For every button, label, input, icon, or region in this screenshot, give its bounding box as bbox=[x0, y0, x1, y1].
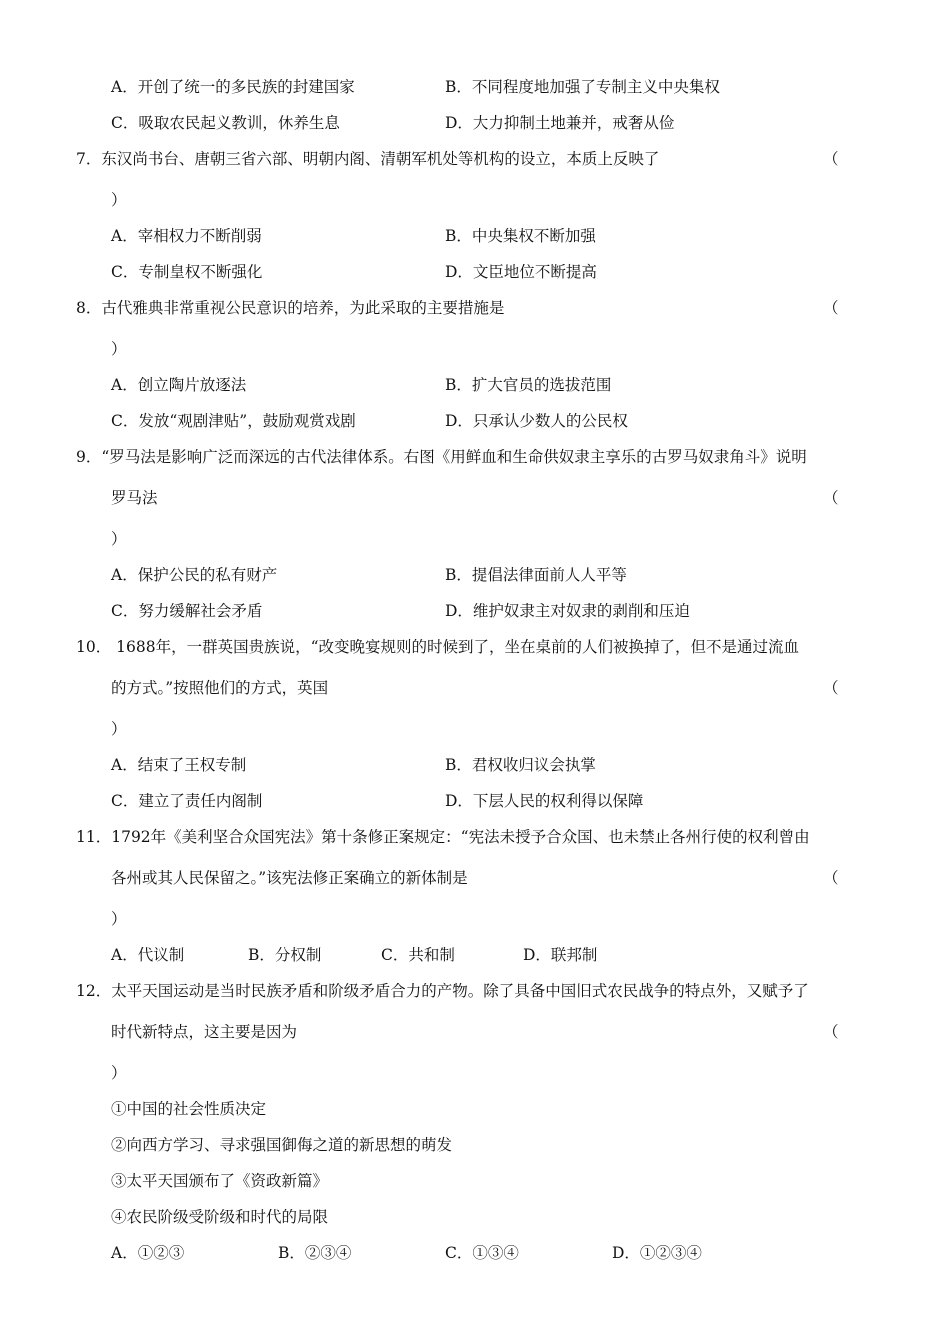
q12-option-c: C．①③④ bbox=[445, 1244, 519, 1262]
q12-answer-open: （ bbox=[823, 1023, 839, 1041]
q9-option-a: A．保护公民的私有财产 bbox=[111, 566, 278, 584]
q6-option-c: C．吸取农民起义教训，休养生息 bbox=[111, 114, 340, 132]
q6-option-b: B．不同程度地加强了专制主义中央集权 bbox=[445, 78, 720, 96]
q10-stem-line1: 10． 1688年，一群英国贵族说，“改变晚宴规则的时候到了，坐在桌前的人们被换掉了，但不是通过流血 bbox=[76, 638, 800, 656]
q10-option-b: B．君权收归议会执掌 bbox=[445, 756, 596, 774]
q12-stem-line2: 时代新特点，这主要是因为 bbox=[111, 1023, 298, 1041]
q11-stem-line2: 各州或其人民保留之。”该宪法修正案确立的新体制是 bbox=[111, 869, 468, 887]
q8-stem: 8．古代雅典非常重视公民意识的培养，为此采取的主要措施是 bbox=[76, 299, 505, 317]
q10-stem-line2: 的方式。”按照他们的方式，英国 bbox=[111, 679, 329, 697]
q11-answer-close: ） bbox=[111, 910, 127, 928]
q7-option-c: C．专制皇权不断强化 bbox=[111, 263, 263, 281]
q12-item-1: ①中国的社会性质决定 bbox=[111, 1100, 267, 1118]
q12-item-4: ④农民阶级受阶级和时代的局限 bbox=[111, 1208, 329, 1226]
q9-stem-line2: 罗马法 bbox=[111, 489, 158, 507]
q10-answer-close: ） bbox=[111, 720, 127, 738]
q9-option-d: D．维护奴隶主对奴隶的剥削和压迫 bbox=[445, 602, 690, 620]
q10-option-a: A．结束了王权专制 bbox=[111, 756, 247, 774]
q7-stem: 7．东汉尚书台、唐朝三省六部、明朝内阁、清朝军机处等机构的设立，本质上反映了 bbox=[76, 150, 660, 168]
q12-item-2: ②向西方学习、寻求强国御侮之道的新思想的萌发 bbox=[111, 1136, 453, 1154]
q8-answer-close: ） bbox=[111, 340, 127, 358]
q7-answer-close: ） bbox=[111, 191, 127, 209]
q12-stem-line1: 12．太平天国运动是当时民族矛盾和阶级矛盾合力的产物。除了具备中国旧式农民战争的特点外，又赋予了 bbox=[76, 982, 809, 1000]
q11-option-a: A．代议制 bbox=[111, 946, 185, 964]
q11-option-b: B．分权制 bbox=[248, 946, 322, 964]
q6-option-d: D．大力抑制土地兼并，戒奢从俭 bbox=[445, 114, 675, 132]
q12-option-b: B．②③④ bbox=[278, 1244, 352, 1262]
q12-answer-close: ） bbox=[111, 1064, 127, 1082]
q8-option-a: A．创立陶片放逐法 bbox=[111, 376, 247, 394]
q7-answer-open: （ bbox=[823, 150, 839, 168]
q12-item-3: ③太平天国颁布了《资政新篇》 bbox=[111, 1172, 329, 1190]
q9-stem-line1: 9．“罗马法是影响广泛而深远的古代法律体系。右图《用鲜血和生命供奴隶主享乐的古罗马奴隶角斗》说明 bbox=[76, 448, 807, 466]
q8-answer-open: （ bbox=[823, 299, 839, 317]
q10-answer-open: （ bbox=[823, 679, 839, 697]
q11-answer-open: （ bbox=[823, 869, 839, 887]
q12-option-d: D．①②③④ bbox=[612, 1244, 702, 1262]
q9-option-c: C．努力缓解社会矛盾 bbox=[111, 602, 263, 620]
q11-option-c: C．共和制 bbox=[381, 946, 455, 964]
q9-option-b: B．提倡法律面前人人平等 bbox=[445, 566, 627, 584]
q9-answer-open: （ bbox=[823, 489, 839, 507]
q12-option-a: A．①②③ bbox=[111, 1244, 185, 1262]
q8-option-c: C．发放“观剧津贴”，鼓励观赏戏剧 bbox=[111, 412, 356, 430]
q8-option-d: D．只承认少数人的公民权 bbox=[445, 412, 628, 430]
q8-option-b: B．扩大官员的选拔范围 bbox=[445, 376, 612, 394]
q9-answer-close: ） bbox=[111, 530, 127, 548]
q11-option-d: D．联邦制 bbox=[523, 946, 598, 964]
q10-option-c: C．建立了责任内阁制 bbox=[111, 792, 263, 810]
q6-option-a: A．开创了统一的多民族的封建国家 bbox=[111, 78, 355, 96]
q7-option-b: B．中央集权不断加强 bbox=[445, 227, 596, 245]
q7-option-a: A．宰相权力不断削弱 bbox=[111, 227, 262, 245]
q11-stem-line1: 11．1792年《美利坚合众国宪法》第十条修正案规定：“宪法未授予合众国、也未禁止各州行使的权利曾由 bbox=[76, 828, 810, 846]
q10-option-d: D．下层人民的权利得以保障 bbox=[445, 792, 644, 810]
q7-option-d: D．文臣地位不断提高 bbox=[445, 263, 597, 281]
